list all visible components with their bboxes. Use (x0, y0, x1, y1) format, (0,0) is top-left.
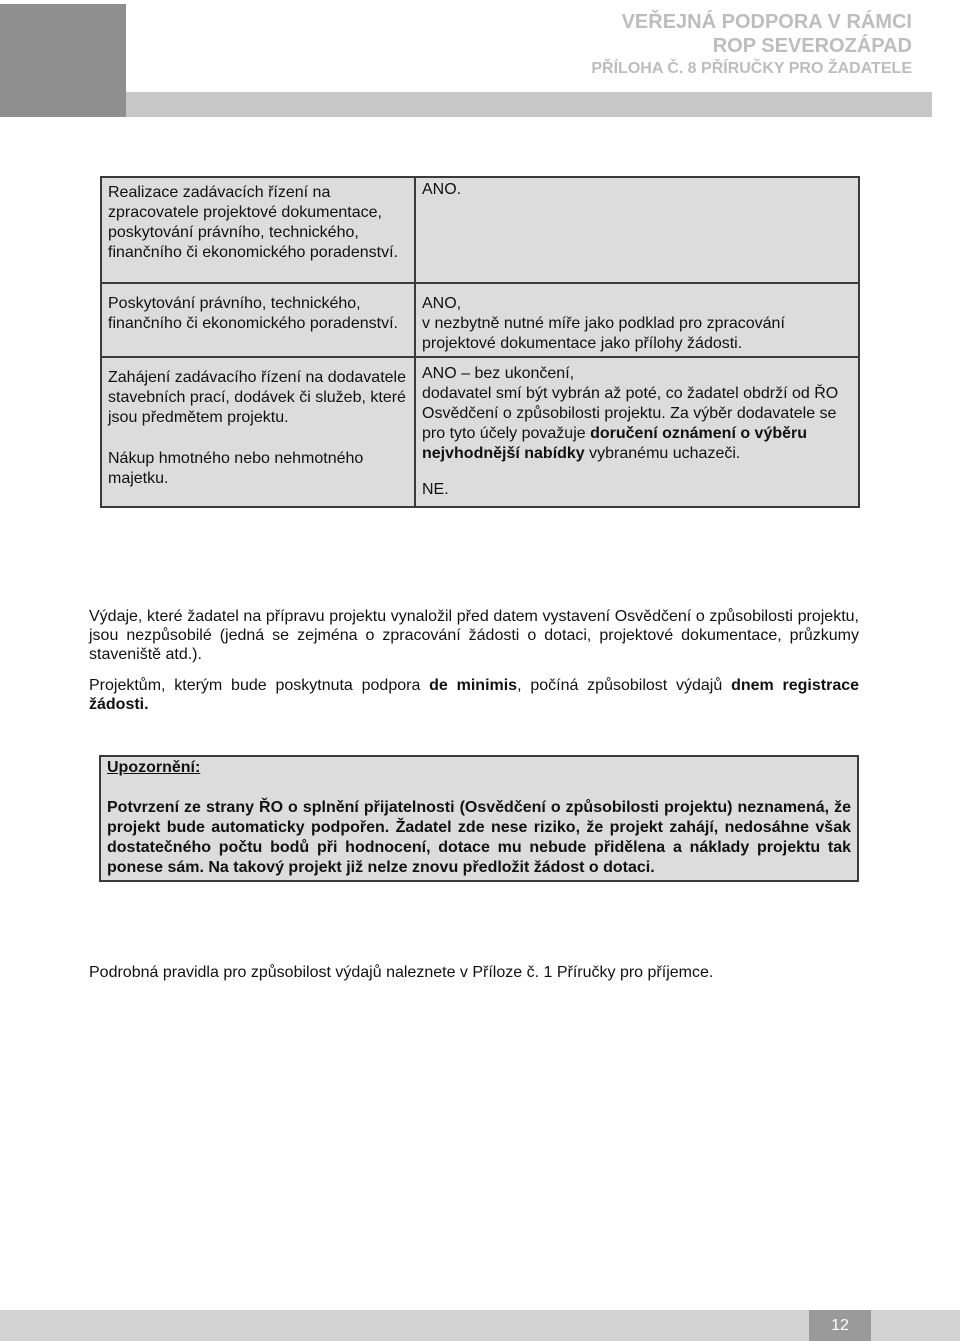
answer-text-part: dodavatel smí být vybrán až poté, co žadatel obdrží od ŘO Osvědčení o způsobilosti projektu. Za výběr dodavatele se pro tyto účely považuje (422, 385, 839, 442)
paragraph-ineligible-expenses: Výdaje, které žadatel na přípravu projektu vynaložil před datem vystavení Osvědčení o způsobilosti projektu, jsou nezpůsobilé (jedná se zejména o zpracování žádosti o dotaci, projektové dokumentace, průzkumy staveniště atd.). (89, 608, 859, 663)
warning-box (99, 755, 859, 882)
eligibility-table (100, 176, 860, 508)
header-title-line2: ROP SEVEROZÁPAD (712, 35, 912, 57)
header-bar (126, 92, 932, 117)
header-gray-block (0, 4, 126, 117)
answer-text (422, 384, 852, 464)
paragraph-bold: de minimis (429, 677, 518, 694)
activity-text: Nákup hmotného nebo nehmotného majetku. (108, 450, 364, 487)
activity-text: Zahájení zadávacího řízení na dodavatele stavebních prací, dodávek či služeb, které jsou předmětem projektu. (108, 369, 406, 426)
table-row (101, 357, 859, 507)
paragraph-part: , počíná způsobilost výdajů (517, 677, 732, 694)
header-title-line3: PŘÍLOHA Č. 8 PŘÍRUČKY PRO ŽADATELE (591, 60, 912, 77)
table-cell-activity (101, 283, 415, 357)
table-row (101, 177, 859, 283)
paragraph-de-minimis (89, 676, 859, 714)
paragraph-rules-reference: Podrobná pravidla pro způsobilost výdajů naleznete v Příloze č. 1 Příručky pro příjemce. (89, 964, 714, 981)
warning-title: Upozornění: (107, 759, 201, 776)
answer-text: v nezbytně nutné míře jako podklad pro zpracování projektové dokumentace jako přílohy žádosti. (422, 315, 785, 352)
table-cell-answer (415, 283, 859, 357)
table-cell-answer (415, 357, 859, 507)
answer-text-bold: doručení oznámení o výběru nejvhodnější nabídky (422, 425, 808, 462)
table-cell-activity (101, 357, 415, 507)
paragraph-part: Projektům, kterým bude poskytnuta podpora (89, 677, 430, 694)
warning-text: Potvrzení ze strany ŘO o splnění přijatelnosti (Osvědčení o způsobilosti projektu) neznamená, že projekt bude automaticky podpořen. Žadatel zde nese riziko, že projekt zahájí, nedosáhne však dostatečného počtu bodů při hodnocení, dotace mu nebude přidělena a náklady projektu tak ponese sám. Na takový projekt již nelze znovu předložit žádost o dotaci. (107, 799, 851, 876)
paragraph-bold: dnem registrace žádosti. (89, 677, 860, 713)
answer-text: ANO. (422, 181, 462, 198)
answer-text-part: vybranému uchazeči. (584, 445, 741, 462)
answer-no: NE. (422, 481, 449, 498)
header-title-line1: VEŘEJNÁ PODPORA V RÁMCI (621, 11, 912, 33)
answer-label: ANO – bez ukončení, (422, 365, 575, 382)
activity-text: Poskytování právního, technického, finančního či ekonomického poradenství. (108, 295, 398, 332)
answer-label: ANO, (422, 295, 462, 312)
table-row (101, 283, 859, 357)
activity-text: Realizace zadávacích řízení na zpracovatele projektové dokumentace, poskytování právního, technického, finančního či ekonomického poradenství. (108, 184, 398, 261)
page-number: 12 (809, 1310, 871, 1341)
table-cell-activity (101, 177, 415, 283)
table-cell-answer (415, 177, 859, 283)
header-title (591, 10, 912, 80)
